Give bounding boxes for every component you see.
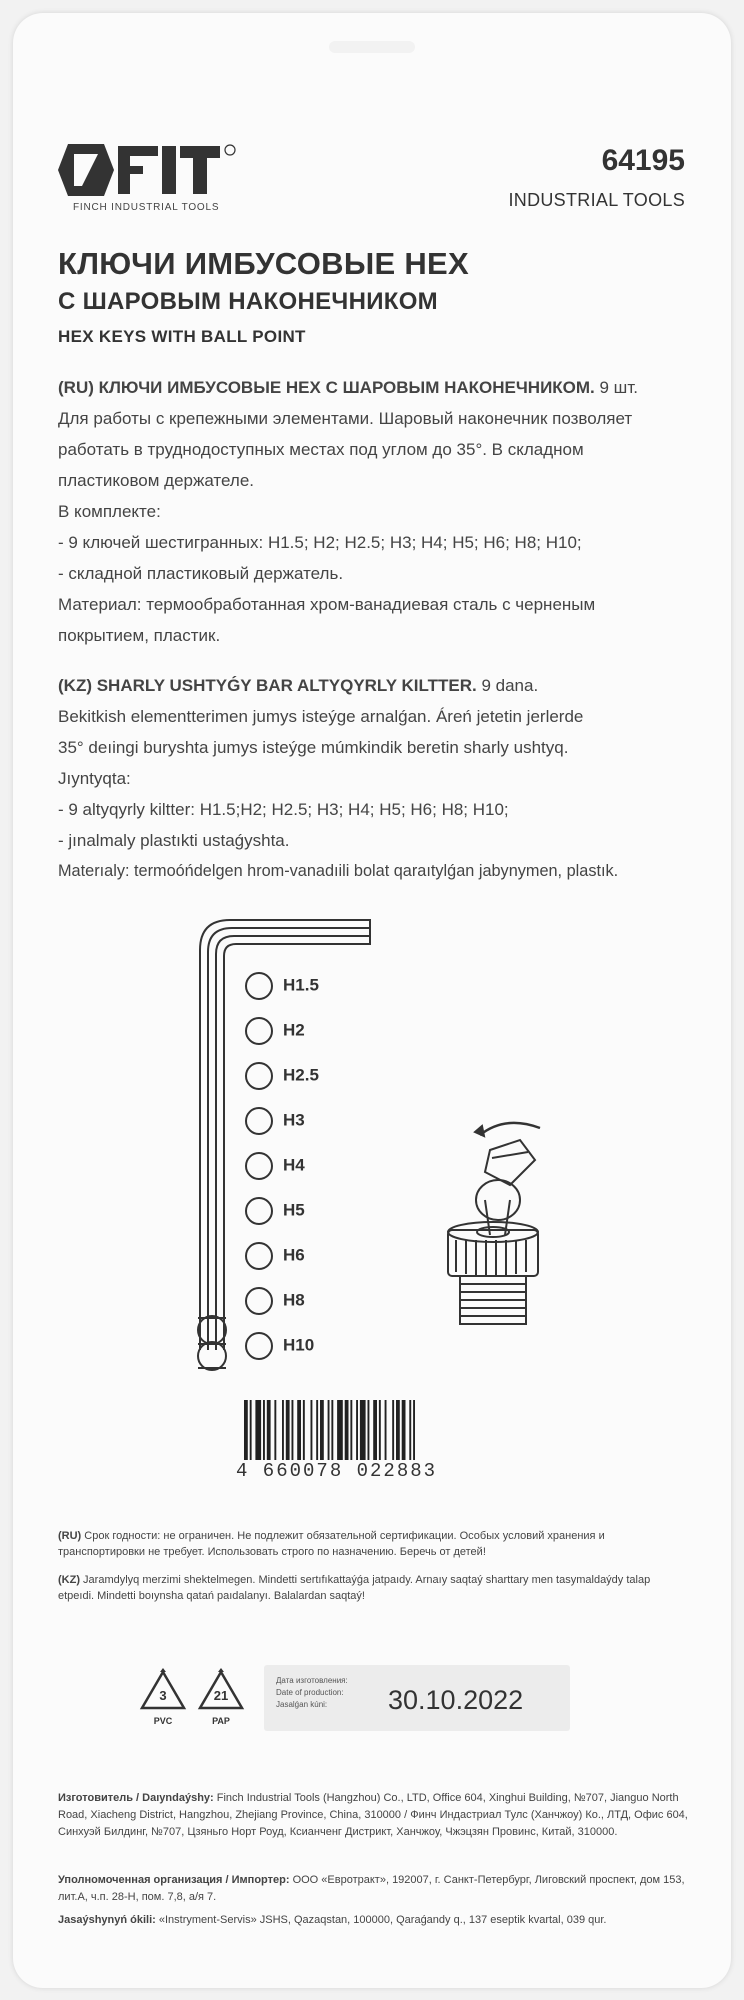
- hex-slot-icon: [245, 972, 273, 1000]
- ru-line: Для работы с крепежными элементами. Шаровый наконечник позволяет: [58, 409, 633, 428]
- kz-line: - 9 altyqyrly kiltter: H1.5;H2; H2.5; H3; H4; H5; H6; H8; H10;: [58, 800, 509, 819]
- ru-qty: 9 шт.: [594, 378, 638, 397]
- ru-line: - 9 ключей шестигранных: H1.5; H2; H2.5; H3; H4; H5; H6; H8; H10;: [58, 533, 582, 552]
- hex-slot-icon: [245, 1017, 273, 1045]
- kz-qty: 9 dana.: [476, 676, 539, 695]
- importer-info: Уполномоченная организация / Импортер: ООО «Евротракт», 192007, г. Санкт-Петербург, Лиговский проспект, дом 153, лит.А, ч.п. 28-Н, пом. 7,8, а/я 7.: [58, 1874, 685, 1903]
- kz-line: Bekitkish elementterimen jumys isteýge arnalǵan. Áreń jetetin jerlerde: [58, 707, 584, 726]
- kz-description: [58, 670, 688, 887]
- hex-slot-icon: [245, 1107, 273, 1135]
- kz-line: Materıaly: termoóńdelgen hrom-vanadıili bolat qaraıtylǵan jabynymen, plastık.: [58, 862, 619, 880]
- fit-logo-icon: [58, 140, 258, 200]
- kz-line: 35° deıingi buryshta jumys isteýge múmkindik beretin sharly ushtyq.: [58, 738, 569, 757]
- size-item: H6: [245, 1242, 305, 1270]
- recycle-pvc: 3 PVC: [138, 1668, 188, 1734]
- hex-key-diagram: [180, 910, 700, 1380]
- hex-slot-icon: [245, 1242, 273, 1270]
- ru-line: пластиковом держателе.: [58, 471, 255, 490]
- ru-line: - складной пластиковый держатель.: [58, 564, 344, 583]
- size-item: H5: [245, 1197, 305, 1225]
- storage-note-ru: (RU) Срок годности: не ограничен. Не подлежит обязательной сертификации. Особых условий хранения и транспортировки не требует. Использовать строго по назначению. Беречь от детей!: [58, 1530, 605, 1558]
- production-date: 30.10.2022: [388, 1685, 524, 1715]
- size-item: H4: [245, 1152, 305, 1180]
- barcode: [244, 1400, 484, 1512]
- manufacturer-info: Изготовитель / Daıyndaýshy: Finch Industrial Tools (Hangzhou) Co., LTD, Office 604, Xinghui Building, №707, Jianguo North Road, Xiacheng District, Hangzhou, Zhejiang Province, China, 310000 / Финч Индастриал Тулс (Ханчжоу) Ко., ЛТД, Офис 604, Синхуэй Билдинг, №707, Цзяньго Норт Роуд, Ксианченг Дистрикт, Ханчжоу, Чжэцзян Провинс, Китай, 310000.: [58, 1792, 688, 1838]
- title-line-1: КЛЮЧИ ИМБУСОВЫЕ HEX: [58, 246, 470, 281]
- storage-note-kz: (KZ) Jaramdylyq merzimi shektelmegen. Mindetti sertıfıkattaýǵa jatpaıdy. Arnaıy saqtaý sharttary men tasymaldaýdy talap etpeıdi. Mindetti boıynsha qatań paıdalanyı. Balalardan saqtaý!: [58, 1574, 651, 1602]
- kz-representative-info: Jasaýshynyń ókili: «Instryment-Servis» JSHS, Qazaqstan, 100000, Qaraǵandy q., 137 eseptik kvartal, 039 qur.: [58, 1914, 607, 1926]
- hex-slot-icon: [245, 1287, 273, 1315]
- production-label-en: Date of production:: [276, 1688, 344, 1697]
- production-date-box: [264, 1665, 570, 1731]
- size-item: H8: [245, 1287, 305, 1315]
- barcode-number: 4 660078 022883: [236, 1460, 438, 1482]
- hex-slot-icon: [245, 1152, 273, 1180]
- ru-line: Материал: термообработанная хром-ванадиевая сталь с черненым: [58, 595, 596, 614]
- size-item: H2.5: [245, 1062, 319, 1090]
- recycle-pap: 21 PAP: [196, 1668, 246, 1734]
- ru-heading: (RU) КЛЮЧИ ИМБУСОВЫЕ HEX С ШАРОВЫМ НАКОНЕЧНИКОМ.: [58, 378, 595, 397]
- kz-line: - jınalmaly plastıkti ustaǵyshta.: [58, 831, 290, 850]
- fit-logo: [58, 140, 268, 216]
- title-line-2: С ШАРОВЫМ НАКОНЕЧНИКОМ: [58, 288, 438, 315]
- hex-slot-icon: [245, 1332, 273, 1360]
- hex-slot-icon: [245, 1197, 273, 1225]
- article-number: 64195: [601, 144, 685, 177]
- barcode-icon: [244, 1400, 484, 1460]
- production-label-ru: Дата изготовления:: [276, 1676, 348, 1685]
- size-item: H3: [245, 1107, 305, 1135]
- ball-point-icon: [448, 1123, 540, 1324]
- size-item: H10: [245, 1332, 314, 1360]
- article-category: INDUSTRIAL TOOLS: [508, 190, 685, 210]
- ru-line: В комплекте:: [58, 502, 161, 521]
- ru-line: покрытием, пластик.: [58, 626, 221, 645]
- production-label-kz: Jasalǵan kúni:: [276, 1700, 328, 1709]
- kz-line: Jıyntyqta:: [58, 769, 131, 788]
- size-item: H2: [245, 1017, 305, 1045]
- title-line-3: HEX KEYS WITH BALL POINT: [58, 327, 306, 346]
- brand-subtitle: FINCH INDUSTRIAL TOOLS: [73, 202, 220, 213]
- hex-slot-icon: [245, 1062, 273, 1090]
- ru-description: [58, 372, 688, 651]
- hang-hole: [329, 41, 415, 53]
- size-item: H1.5: [245, 972, 319, 1000]
- ru-line: работать в труднодоступных местах под углом до 35°. В складном: [58, 440, 584, 459]
- kz-heading: (KZ) SHARLY USHTYǴY BAR ALTYQYRLY KILTTER.: [58, 676, 477, 695]
